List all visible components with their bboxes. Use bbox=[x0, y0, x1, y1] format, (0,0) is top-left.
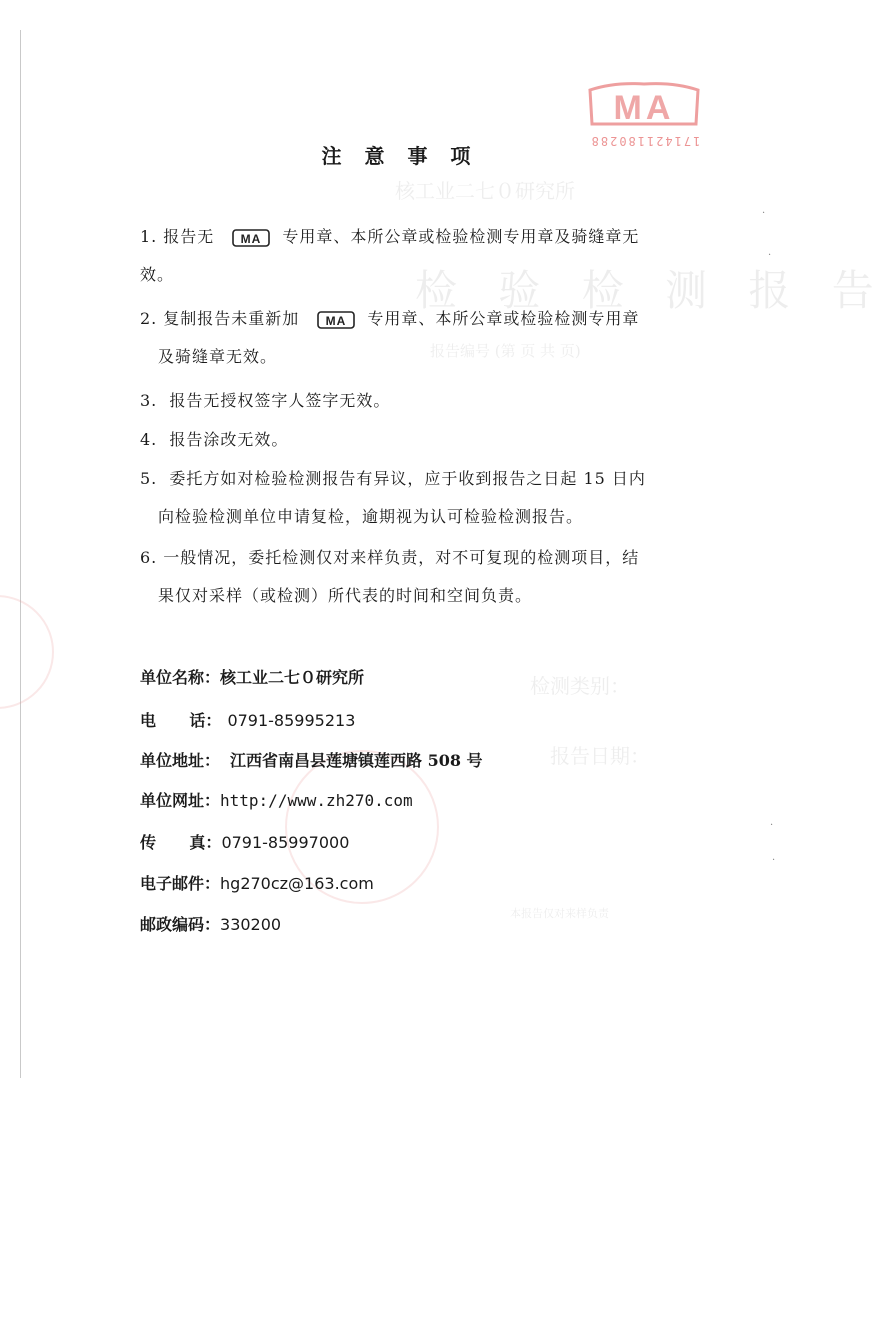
item-text: 一般情况，委托检测仅对来样负责，对不可复现的检测项目，结 bbox=[163, 548, 640, 567]
showthrough-text: 核工业二七０研究所 bbox=[395, 179, 575, 203]
item-text: 专用章、本所公章或检验检测专用章 bbox=[367, 309, 640, 328]
faint-stamp bbox=[0, 595, 54, 709]
page-title: 注 意 事 项 bbox=[321, 144, 479, 168]
item-text-continued: 及骑缝章无效。 bbox=[158, 347, 278, 366]
item-number: 6. bbox=[140, 548, 158, 567]
phone-value: 0791-85995213 bbox=[227, 711, 356, 730]
item-text: 专用章、本所公章或检验检测专用章及骑缝章无 bbox=[282, 227, 640, 246]
contact-postcode bbox=[140, 914, 281, 936]
item-text-continued: 向检验检测单位申请复检，逾期视为认可检验检测报告。 bbox=[158, 507, 584, 526]
notice-item-3 bbox=[140, 382, 695, 420]
fax-label: 传 真： bbox=[140, 833, 222, 852]
scan-speck: · bbox=[762, 208, 766, 219]
item-number: 3. bbox=[140, 391, 158, 410]
showthrough-text: 报告日期： bbox=[550, 744, 650, 768]
svg-text:MA: MA bbox=[326, 313, 347, 328]
showthrough-text: 检测类别： bbox=[530, 674, 630, 698]
item-text: 复制报告未重新加 bbox=[163, 309, 300, 328]
svg-text:MA: MA bbox=[613, 89, 675, 127]
contact-address bbox=[140, 750, 483, 772]
notice-item-4 bbox=[140, 421, 695, 459]
contact-website bbox=[140, 790, 413, 812]
address-value: 江西省南昌县莲塘镇莲西路 508 号 bbox=[230, 751, 483, 770]
email-value: hg270cz@163.com bbox=[220, 874, 374, 893]
item-number: 4. bbox=[140, 430, 158, 449]
svg-text:MA: MA bbox=[241, 231, 262, 246]
email-label: 电子邮件： bbox=[140, 874, 221, 893]
item-text: 报告无 bbox=[163, 227, 215, 246]
website-label: 单位网址： bbox=[140, 791, 221, 810]
item-text: 委托方如对检验检测报告有异议，应于收到报告之日起 15 日内 bbox=[169, 469, 646, 488]
item-text: 报告无授权签字人签字无效。 bbox=[169, 391, 391, 410]
postcode-value: 330200 bbox=[220, 915, 282, 934]
org-label: 单位名称： bbox=[140, 668, 221, 687]
item-text-continued: 效。 bbox=[140, 265, 175, 284]
notice-item-5 bbox=[140, 460, 695, 536]
address-label: 单位地址： bbox=[140, 751, 221, 770]
scan-speck: · bbox=[770, 820, 774, 831]
showthrough-text: 报告编号 (第 页 共 页) bbox=[430, 342, 581, 360]
fax-value: 0791-85997000 bbox=[221, 833, 350, 852]
postcode-label: 邮政编码： bbox=[140, 915, 221, 934]
showthrough-text: 检 验 检 测 报 告 bbox=[415, 266, 888, 315]
org-value: 核工业二七０研究所 bbox=[220, 668, 365, 687]
contact-email bbox=[140, 873, 374, 895]
notice-item-2 bbox=[140, 300, 695, 376]
contact-fax bbox=[140, 832, 349, 854]
scan-speck: · bbox=[772, 855, 776, 866]
notice-item-1 bbox=[140, 218, 695, 294]
cma-mark-icon bbox=[232, 228, 270, 248]
contact-org bbox=[140, 667, 364, 689]
scan-speck: · bbox=[768, 250, 772, 261]
contact-phone bbox=[140, 710, 355, 732]
seal-code: 171421180288 bbox=[589, 134, 701, 148]
showthrough-text: 本报告仅对来样负责 bbox=[510, 907, 609, 920]
scan-edge-line bbox=[20, 30, 21, 1078]
item-number: 2. bbox=[140, 309, 158, 328]
item-text: 报告涂改无效。 bbox=[169, 430, 289, 449]
item-number: 5. bbox=[140, 469, 158, 488]
item-number: 1. bbox=[140, 227, 158, 246]
website-value: http://www.zh270.com bbox=[220, 791, 413, 810]
notice-item-6 bbox=[140, 539, 695, 615]
phone-label: 电 话： bbox=[140, 711, 222, 730]
cma-mark-icon bbox=[317, 310, 355, 330]
item-text-continued: 果仅对采样（或检测）所代表的时间和空间负责。 bbox=[158, 586, 533, 605]
